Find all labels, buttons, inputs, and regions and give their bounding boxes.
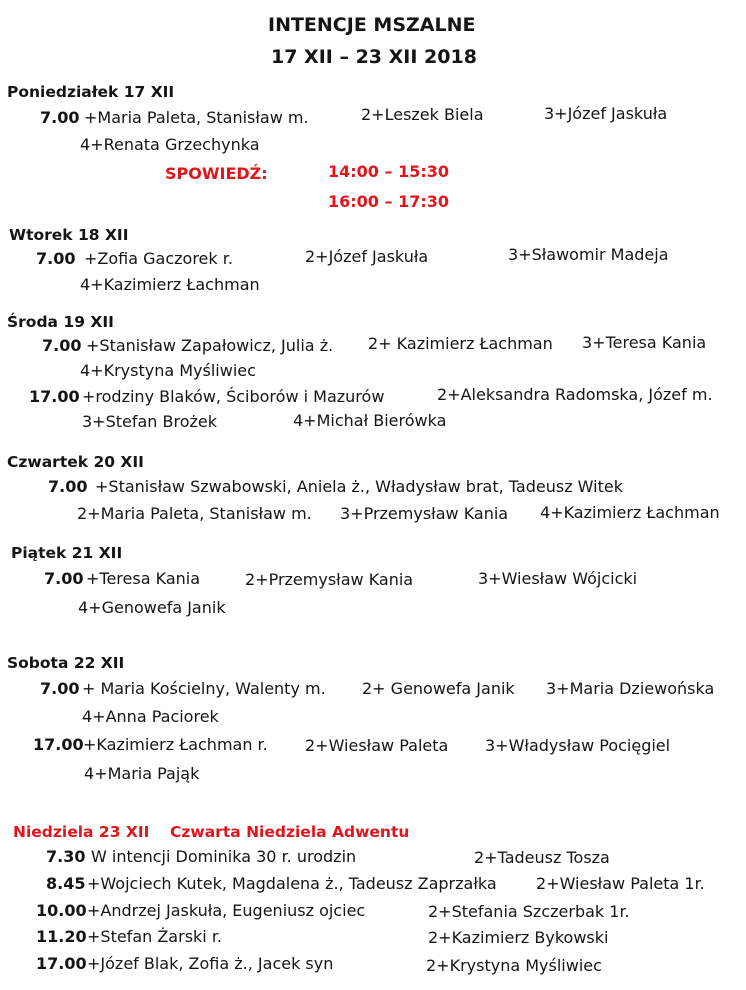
mass-time: 7.00 <box>36 249 76 268</box>
intention: 2+Maria Paleta, Stanisław m. <box>77 504 312 523</box>
intention: +Teresa Kania <box>86 569 201 588</box>
intention: +Maria Paleta, Stanisław m. <box>84 108 309 127</box>
intention: +Andrzej Jaskuła, Eugeniusz ojciec <box>87 901 366 920</box>
intention: 2+Krystyna Myśliwiec <box>426 956 602 975</box>
intention: +Stanisław Zapałowicz, Julia ż. <box>86 336 334 355</box>
intention: W intencji Dominika 30 r. urodzin <box>91 847 357 866</box>
mass-time: 7.00 <box>48 477 88 496</box>
mass-time: 10.00 <box>36 901 87 920</box>
intention: +Zofia Gaczorek r. <box>84 249 233 268</box>
intention: 3+Sławomir Madeja <box>508 245 669 264</box>
intention: 3+Józef Jaskuła <box>544 104 668 123</box>
confession-time: 14:00 – 15:30 <box>328 162 449 181</box>
intention: 4+Kazimierz Łachman <box>540 503 720 522</box>
mass-time: 8.45 <box>46 874 86 893</box>
intention: 2+Wiesław Paleta 1r. <box>536 874 705 893</box>
mass-time: 7.00 <box>44 569 84 588</box>
intention: +Stanisław Szwabowski, Aniela ż., Władysław brat, Tadeusz Witek <box>95 477 623 496</box>
intention: 4+Kazimierz Łachman <box>80 275 260 294</box>
intention: +Wojciech Kutek, Magdalena ż., Tadeusz Zaprzałka <box>87 874 497 893</box>
mass-time: 11.20 <box>36 927 87 946</box>
intention: 2+Józef Jaskuła <box>305 247 429 266</box>
intention: 3+Maria Dziewońska <box>546 679 715 698</box>
intention: 2+Stefania Szczerbak 1r. <box>428 902 630 921</box>
sunday-subtitle: Czwarta Niedziela Adwentu <box>170 823 410 841</box>
day-header-wednesday: Środa 19 XII <box>7 313 114 331</box>
intention: 3+Teresa Kania <box>582 333 707 352</box>
intention: 2+ Genowefa Janik <box>362 679 515 698</box>
intention: 2+Przemysław Kania <box>245 570 414 589</box>
day-header-monday: Poniedziałek 17 XII <box>7 83 175 101</box>
intention: 2+Tadeusz Tosza <box>474 848 610 867</box>
page-title: INTENCJE MSZALNE <box>268 14 476 36</box>
mass-time: 7.00 <box>42 336 82 355</box>
intention: 2+Aleksandra Radomska, Józef m. <box>437 385 713 404</box>
day-header-tuesday: Wtorek 18 XII <box>9 226 129 244</box>
mass-time: 7.00 <box>40 679 80 698</box>
day-header-saturday: Sobota 22 XII <box>7 654 125 672</box>
intention: 4+Genowefa Janik <box>78 598 226 617</box>
intention: +Józef Blak, Zofia ż., Jacek syn <box>87 954 334 973</box>
intention: 3+Wiesław Wójcicki <box>478 569 638 588</box>
intention: 3+Stefan Brożek <box>82 412 218 431</box>
intention: +rodziny Blaków, Ściborów i Mazurów <box>82 387 385 406</box>
intention: 4+Michał Bierówka <box>293 411 447 430</box>
confession-label: SPOWIEDŹ: <box>165 164 268 183</box>
intention: 3+Władysław Pocięgiel <box>485 736 671 755</box>
day-header-friday: Piątek 21 XII <box>11 544 123 562</box>
intention: +Stefan Żarski r. <box>87 927 223 946</box>
mass-time: 17.00 <box>36 954 87 973</box>
day-header-thursday: Czwartek 20 XII <box>7 453 144 471</box>
intention: 3+Przemysław Kania <box>340 504 509 523</box>
intention: 2+Wiesław Paleta <box>305 736 449 755</box>
intention: + Maria Kościelny, Walenty m. <box>82 679 326 698</box>
day-header-sunday: Niedziela 23 XII <box>13 823 150 841</box>
intention: 4+Krystyna Myśliwiec <box>80 361 256 380</box>
intention: 4+Renata Grzechynka <box>80 135 260 154</box>
intention: 4+Maria Pająk <box>84 764 200 783</box>
confession-time: 16:00 – 17:30 <box>328 192 449 211</box>
mass-time: 17.00 <box>33 735 84 754</box>
intention: 2+ Kazimierz Łachman <box>368 334 553 353</box>
mass-time: 17.00 <box>29 387 80 406</box>
mass-time: 7.30 <box>46 847 86 866</box>
intention: 2+Leszek Biela <box>361 105 484 124</box>
mass-time: 7.00 <box>40 108 80 127</box>
date-range: 17 XII – 23 XII 2018 <box>271 46 477 68</box>
intention: 4+Anna Paciorek <box>82 707 219 726</box>
intention: +Kazimierz Łachman r. <box>83 735 268 754</box>
intention: 2+Kazimierz Bykowski <box>428 928 609 947</box>
